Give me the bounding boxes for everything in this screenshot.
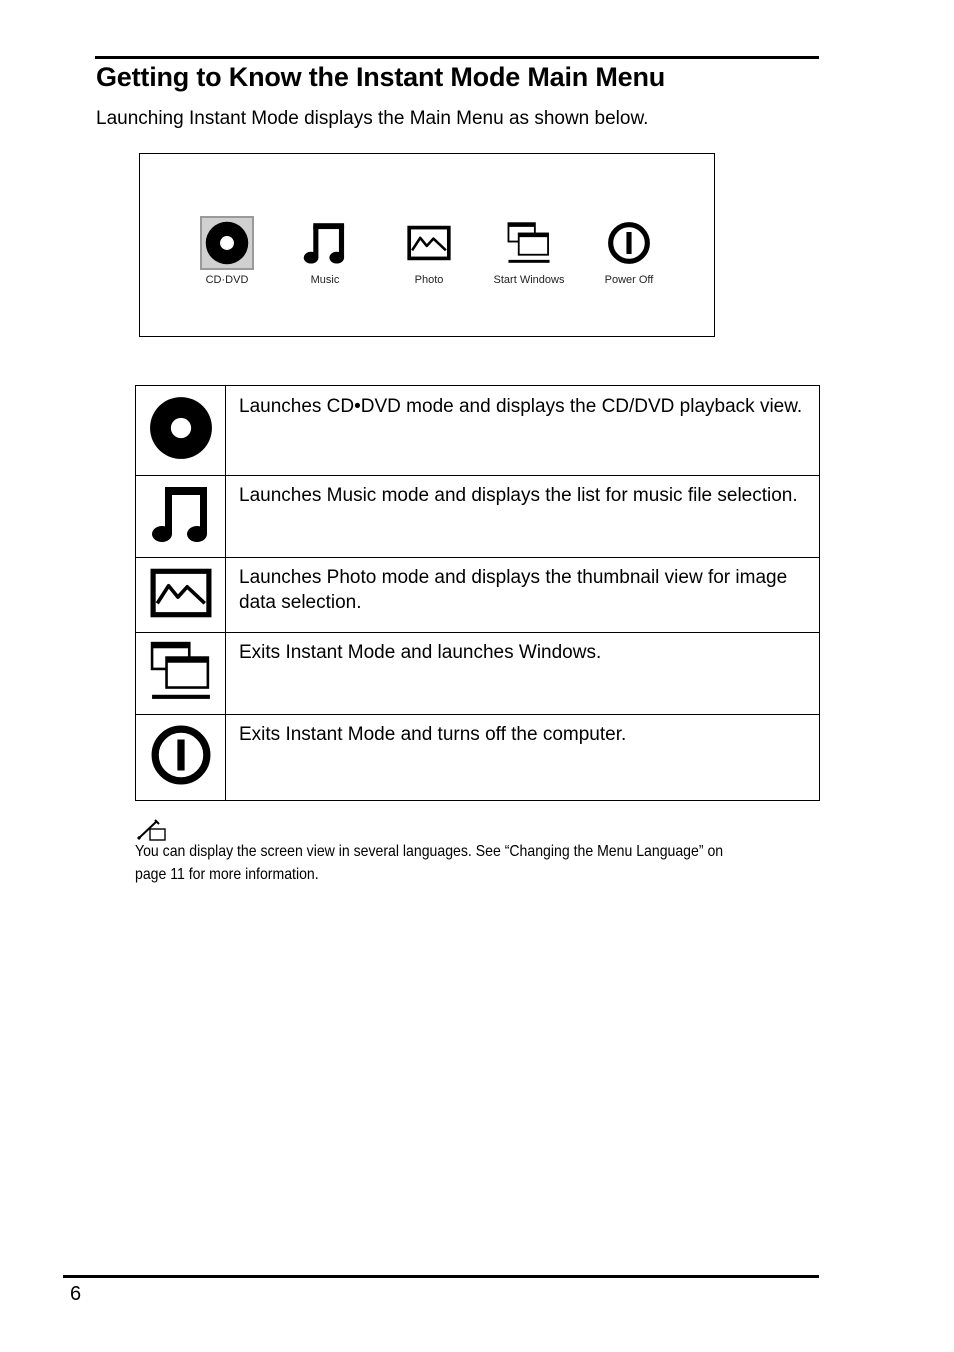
pencil-note-icon — [135, 818, 167, 842]
power-icon — [150, 724, 212, 786]
menu-item-start-windows[interactable] — [484, 216, 574, 286]
music-note-icon — [298, 216, 352, 270]
table-row — [136, 476, 820, 558]
photo-icon — [402, 216, 456, 270]
menu-item-label: Music — [310, 274, 340, 286]
function-description: Launches CD•DVD mode and displays the CD/DVD playback view. — [226, 386, 820, 476]
menu-item-label: CD·DVD — [205, 274, 249, 286]
table-row — [136, 558, 820, 633]
menu-functions-table — [135, 385, 820, 801]
function-description: Launches Music mode and displays the list for music file selection. — [226, 476, 820, 558]
bottom-rule — [63, 1275, 819, 1278]
disc-icon — [200, 216, 254, 270]
power-icon — [602, 216, 656, 270]
intro-text: Launching Instant Mode displays the Main Menu as shown below. — [96, 108, 649, 129]
function-description: Exits Instant Mode and turns off the computer. — [226, 715, 820, 801]
note-text: You can display the screen view in several languages. See “Changing the Menu Language” on page 11 for more information. — [135, 843, 724, 883]
windows-icon — [150, 640, 212, 702]
windows-icon — [502, 216, 556, 270]
page-number: 6 — [70, 1283, 82, 1305]
function-description: Exits Instant Mode and launches Windows. — [226, 633, 820, 715]
music-note-icon — [151, 484, 211, 544]
page-title: Getting to Know the Instant Mode Main Menu — [96, 62, 666, 92]
disc-icon — [149, 396, 213, 460]
menu-item-label: Photo — [414, 274, 444, 286]
menu-item-photo[interactable] — [384, 216, 474, 286]
photo-icon — [150, 562, 212, 624]
table-row — [136, 715, 820, 801]
menu-item-power-off[interactable] — [584, 216, 674, 286]
table-row — [136, 386, 820, 476]
menu-item-label: Power Off — [604, 274, 654, 286]
menu-item-cd-dvd[interactable] — [182, 216, 272, 286]
main-menu-screenshot — [139, 153, 715, 337]
menu-item-label: Start Windows — [493, 274, 565, 286]
table-row — [136, 633, 820, 715]
top-rule — [95, 56, 819, 59]
menu-item-music[interactable] — [280, 216, 370, 286]
function-description: Launches Photo mode and displays the thumbnail view for image data selection. — [226, 558, 820, 633]
